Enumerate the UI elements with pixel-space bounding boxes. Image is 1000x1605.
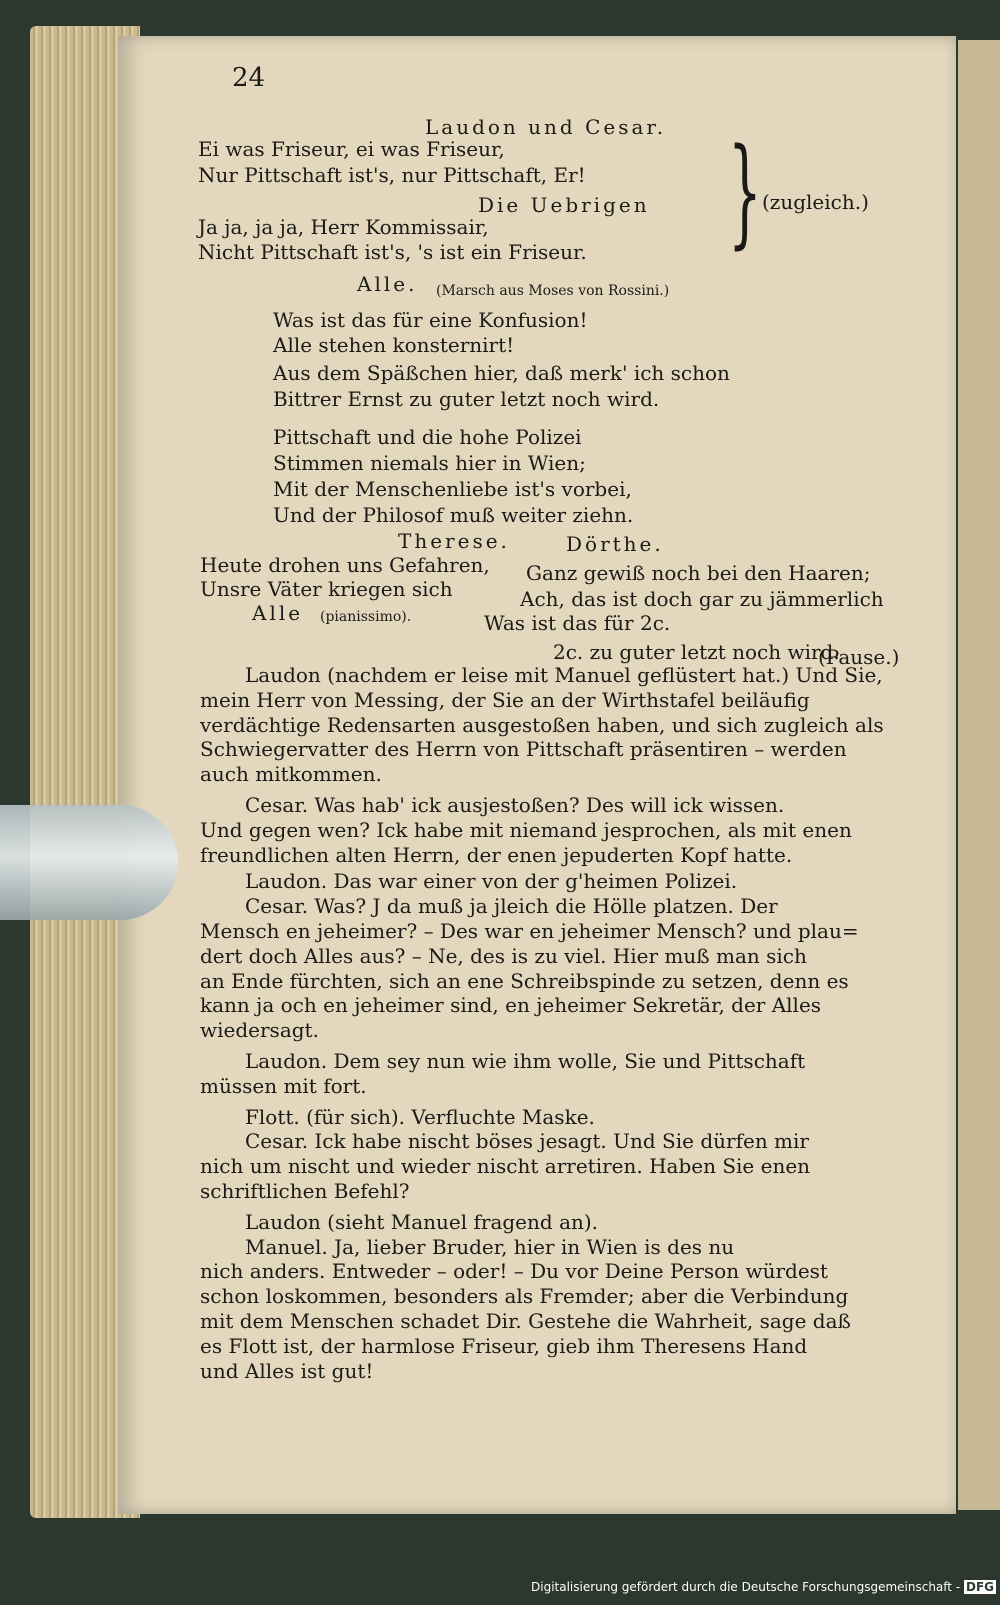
stage-direction-pause: (Pause.)	[818, 645, 900, 669]
page-number: 24	[232, 63, 266, 93]
prose-line: Cesar. Ick habe nischt böses jesagt. Und Sie dürfen mir	[245, 1129, 809, 1153]
prose-line: Cesar. Was? J da muß ja jleich die Hölle platzen. Der	[245, 894, 778, 918]
split-verse-right: 2c. zu guter letzt noch wird.	[553, 640, 840, 664]
song-line: Aus dem Späßchen hier, daß merk' ich schon	[273, 361, 730, 385]
speaker-alle: Alle.	[357, 272, 418, 296]
prose-line: Manuel. Ja, lieber Bruder, hier in Wien is des nu	[245, 1235, 735, 1259]
prose-line: mein Herr von Messing, der Sie an der Wirthstafel beiläufig	[200, 688, 810, 712]
prose-line: Laudon. Das war einer von der g'heimen Polizei.	[245, 869, 738, 893]
song-line: Alle stehen konsternirt!	[273, 333, 515, 357]
prose-line: auch mitkommen.	[200, 762, 382, 786]
speaker-therese: Therese.	[398, 529, 510, 553]
song-line: Was ist das für eine Konfusion!	[273, 308, 588, 332]
prose-line: dert doch Alles aus? – Ne, des is zu viel. Hier muß man sich	[200, 944, 807, 968]
prose-line: wiedersagt.	[200, 1018, 319, 1042]
prose-line: Laudon. Dem sey nun wie ihm wolle, Sie und Pittschaft	[245, 1049, 806, 1073]
singers-laudon-cesar: Laudon und Cesar.	[425, 115, 667, 139]
song-line: Stimmen niemals hier in Wien;	[273, 451, 586, 475]
curly-brace-icon: }	[728, 122, 762, 260]
prose-line: Laudon (nachdem er leise mit Manuel geflüstert hat.) Und Sie,	[245, 663, 883, 687]
footer-credit	[520, 1580, 996, 1594]
singers-uebrigen: Die Uebrigen	[478, 193, 650, 217]
prose-line: Mensch en jeheimer? – Des war en jeheimer Mensch? und plau=	[200, 919, 859, 943]
split-verse-right: Ach, das ist doch gar zu jämmerlich	[520, 587, 884, 611]
verse-line: Nicht Pittschaft ist's, 's ist ein Friseur.	[198, 240, 587, 264]
prose-line: nich anders. Entweder – oder! – Du vor Deine Person würdest	[200, 1259, 828, 1283]
stage-direction-zugleich: (zugleich.)	[762, 190, 869, 214]
song-line: Mit der Menschenliebe ist's vorbei,	[273, 477, 632, 501]
prose-line: Cesar. Was hab' ick ausjestoßen? Des will ick wissen.	[245, 793, 785, 817]
split-verse-right: Was ist das für 2c.	[484, 611, 671, 635]
speaker-doerthe: Dörthe.	[566, 532, 664, 556]
split-verse-left: Heute drohen uns Gefahren,	[200, 553, 490, 577]
song-line: Bittrer Ernst zu guter letzt noch wird.	[273, 387, 660, 411]
prose-line: kann ja och en jeheimer sind, en jeheimer Sekretär, der Alles	[200, 993, 822, 1017]
prose-line: Laudon (sieht Manuel fragend an).	[245, 1210, 599, 1234]
prose-line: freundlichen alten Herrn, der enen jepuderten Kopf hatte.	[200, 843, 793, 867]
dfg-logo: DFG	[965, 1580, 994, 1594]
split-verse-right: Ganz gewiß noch bei den Haaren;	[526, 561, 871, 585]
speaker-alle: Alle	[252, 601, 304, 625]
verse-line: Nur Pittschaft ist's, nur Pittschaft, Er!	[198, 163, 586, 187]
prose-line: an Ende fürchten, sich an ene Schreibspinde zu setzen, denn es	[200, 969, 849, 993]
split-verse-left: Unsre Väter kriegen sich	[200, 577, 453, 601]
prose-line: schriftlichen Befehl?	[200, 1179, 410, 1203]
prose-line: verdächtige Redensarten ausgestoßen haben, und sich zugleich als	[200, 713, 884, 737]
prose-line: mit dem Menschen schadet Dir. Gestehe die Wahrheit, sage daß	[200, 1309, 851, 1333]
song-line: Pittschaft und die hohe Polizei	[273, 425, 582, 449]
facing-page-edge	[958, 40, 1000, 1510]
prose-line: schon loskommen, besonders als Fremder; aber die Verbindung	[200, 1284, 849, 1308]
prose-line: Flott. (für sich). Verfluchte Maske.	[245, 1105, 595, 1129]
stage-direction: (Marsch aus Moses von Rossini.)	[436, 283, 670, 299]
prose-line: es Flott ist, der harmlose Friseur, gieb ihm Theresens Hand	[200, 1334, 808, 1358]
verse-line: Ei was Friseur, ei was Friseur,	[198, 137, 505, 161]
ruler-overlay	[0, 805, 178, 920]
footer-text: Digitalisierung gefördert durch die Deutsche Forschungsgemeinschaft -	[531, 1580, 961, 1594]
prose-line: müssen mit fort.	[200, 1074, 367, 1098]
prose-line: und Alles ist gut!	[200, 1359, 374, 1383]
verse-line: Ja ja, ja ja, Herr Kommissair,	[198, 215, 489, 239]
stage-direction: (pianissimo).	[320, 609, 412, 625]
song-line: Und der Philosof muß weiter ziehn.	[273, 503, 634, 527]
prose-line: Schwiegervatter des Herrn von Pittschaft präsentiren – werden	[200, 737, 847, 761]
prose-line: Und gegen wen? Ick habe mit niemand jesprochen, als mit enen	[200, 818, 852, 842]
prose-line: nich um nischt und wieder nischt arretiren. Haben Sie enen	[200, 1154, 811, 1178]
